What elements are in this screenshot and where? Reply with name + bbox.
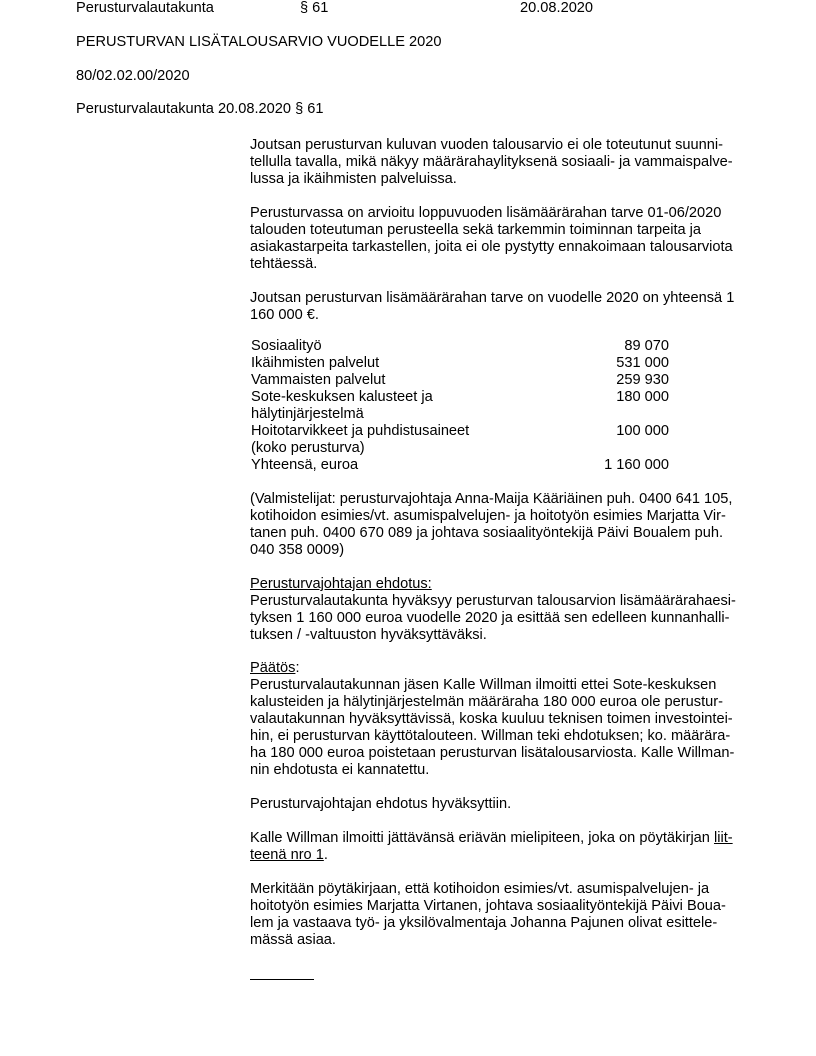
text-line [250,830,750,847]
text-line: tanen puh. 0400 670 089 ja johtava sosiaalityöntekijä Päivi Boualem puh. [250,525,724,541]
paragraph-intro [250,137,750,188]
paragraph-preparers [250,491,750,559]
text-line: mässä asiaa. [250,932,336,948]
budget-row-value: 259 930 [616,372,669,388]
text-line [250,847,750,864]
document-number: 80/02.02.00/2020 [76,68,190,84]
paragraph-accepted [250,796,750,813]
paragraph-noted [250,881,750,949]
budget-row-label: Hoitotarvikkeet ja puhdistusaineet [251,423,470,439]
text-line: hin, ei perusturvan käyttötalouteen. Willman teki ehdotuksen; ko. määrära- [250,728,731,744]
text-line: Joutsan perusturvan lisämäärärahan tarve on vuodelle 2020 on yhteensä 1 [250,290,735,306]
budget-row-label: Sosiaalityö [251,338,322,354]
budget-row [251,389,671,423]
budget-row-value: 180 000 [616,389,669,405]
text-line: tuksen / -valtuuston hyväksyttäväksi. [250,627,487,643]
document-title: PERUSTURVAN LISÄTALOUSARVIO VUODELLE 2020 [76,34,442,50]
budget-row-value: 100 000 [616,423,669,439]
budget-row-label: Vammaisten palvelut [251,372,386,388]
paragraph-dissent [250,830,750,864]
text-line: kotihoidon esimies/vt. asumispalvelujen- ja hoitotyön esimies Marjatta Vir- [250,508,726,524]
text-line: ha 180 000 euroa poistetaan perusturvan lisätalousarviosta. Kalle Willman- [250,745,735,761]
text-line: 040 358 0009) [250,542,345,558]
budget-row [251,355,671,372]
decision-heading-line [250,660,750,677]
text-line: Perusturvajohtajan ehdotus hyväksyttiin. [250,796,512,812]
dissent-text-end: . [323,847,328,863]
text-line: talouden toteutuman perusteella sekä tarkemmin toiminnan tarpeita ja [250,222,702,238]
text-line: Perusturvalautakunta hyväksyy perusturvan talousarvion lisämäärärahaesi- [250,593,736,609]
attachment-link-continued[interactable]: teenä nro 1 [250,847,324,863]
text-line: lem ja vastaava työ- ja yksilövalmentaja Johanna Pajunen olivat esittele- [250,915,718,931]
budget-total-label: Yhteensä, euroa [251,457,359,473]
budget-total-row [251,457,671,474]
budget-row-label: Ikäihmisten palvelut [251,355,380,371]
budget-row-value: 531 000 [616,355,669,371]
header-paragraph-number: § 61 [300,0,329,16]
budget-table [251,338,671,474]
budget-row [251,372,671,389]
section-proposal [250,576,750,644]
proposal-heading: Perusturvajohtajan ehdotus: [250,576,432,592]
header-committee-name: Perusturvalautakunta [76,0,214,16]
paragraph-estimate [250,205,750,273]
budget-row-label-continued: hälytinjärjestelmä [251,406,364,422]
decision-heading: Päätös [250,660,296,676]
section-decision [250,660,750,779]
text-line: tyksen 1 160 000 euroa vuodelle 2020 ja esittää sen edelleen kunnanhalli- [250,610,730,626]
text-line: tehtäessä. [250,256,318,272]
paragraph-total-need [250,290,750,324]
text-line: lussa ja ikäihmisten palveluissa. [250,171,457,187]
text-line: kalusteiden ja hälytinjärjestelmän määräraha 180 000 euroa ole perustur- [250,694,723,710]
text-line: asiakastarpeita tarkastellen, joita ei ole pystytty ennakoimaan talousarviota [250,239,733,255]
budget-row-value: 89 070 [624,338,669,354]
decision-heading-colon: : [295,660,300,676]
text-line: nin ehdotusta ei kannatettu. [250,762,430,778]
budget-row-label: Sote-keskuksen kalusteet ja [251,389,433,405]
text-line: Perusturvalautakunnan jäsen Kalle Willman ilmoitti ettei Sote-keskuksen [250,677,717,693]
budget-row-label-continued: (koko perusturva) [251,440,365,456]
text-line: 160 000 €. [250,307,319,323]
dissent-text: Kalle Willman ilmoitti jättävänsä eriävän mielipiteen, joka on pöytäkirjan [250,830,714,846]
text-line: tellulla tavalla, mikä näkyy määrärahaylityksenä sosiaali- ja vammaispalve- [250,154,733,170]
budget-total-value: 1 160 000 [604,457,669,473]
budget-row [251,338,671,355]
meeting-reference: Perusturvalautakunta 20.08.2020 § 61 [76,101,324,117]
budget-row [251,423,671,457]
attachment-link[interactable]: liit- [713,830,733,846]
text-line: Merkitään pöytäkirjaan, että kotihoidon esimies/vt. asumispalvelujen- ja [250,881,710,897]
text-line: Joutsan perusturvan kuluvan vuoden talousarvio ei ole toteutunut suunni- [250,137,723,153]
end-divider [250,979,314,980]
text-line: valautakunnan hyväksyttävissä, koska kuuluu teknisen toimen investointei- [250,711,733,727]
text-line: (Valmistelijat: perusturvajohtaja Anna-Maija Kääriäinen puh. 0400 641 105, [250,491,733,507]
text-line: Perusturvassa on arvioitu loppuvuoden lisämäärärahan tarve 01-06/2020 [250,205,722,221]
text-line: hoitotyön esimies Marjatta Virtanen, johtava sosiaalityöntekijä Päivi Boua- [250,898,726,914]
header-date: 20.08.2020 [520,0,594,16]
